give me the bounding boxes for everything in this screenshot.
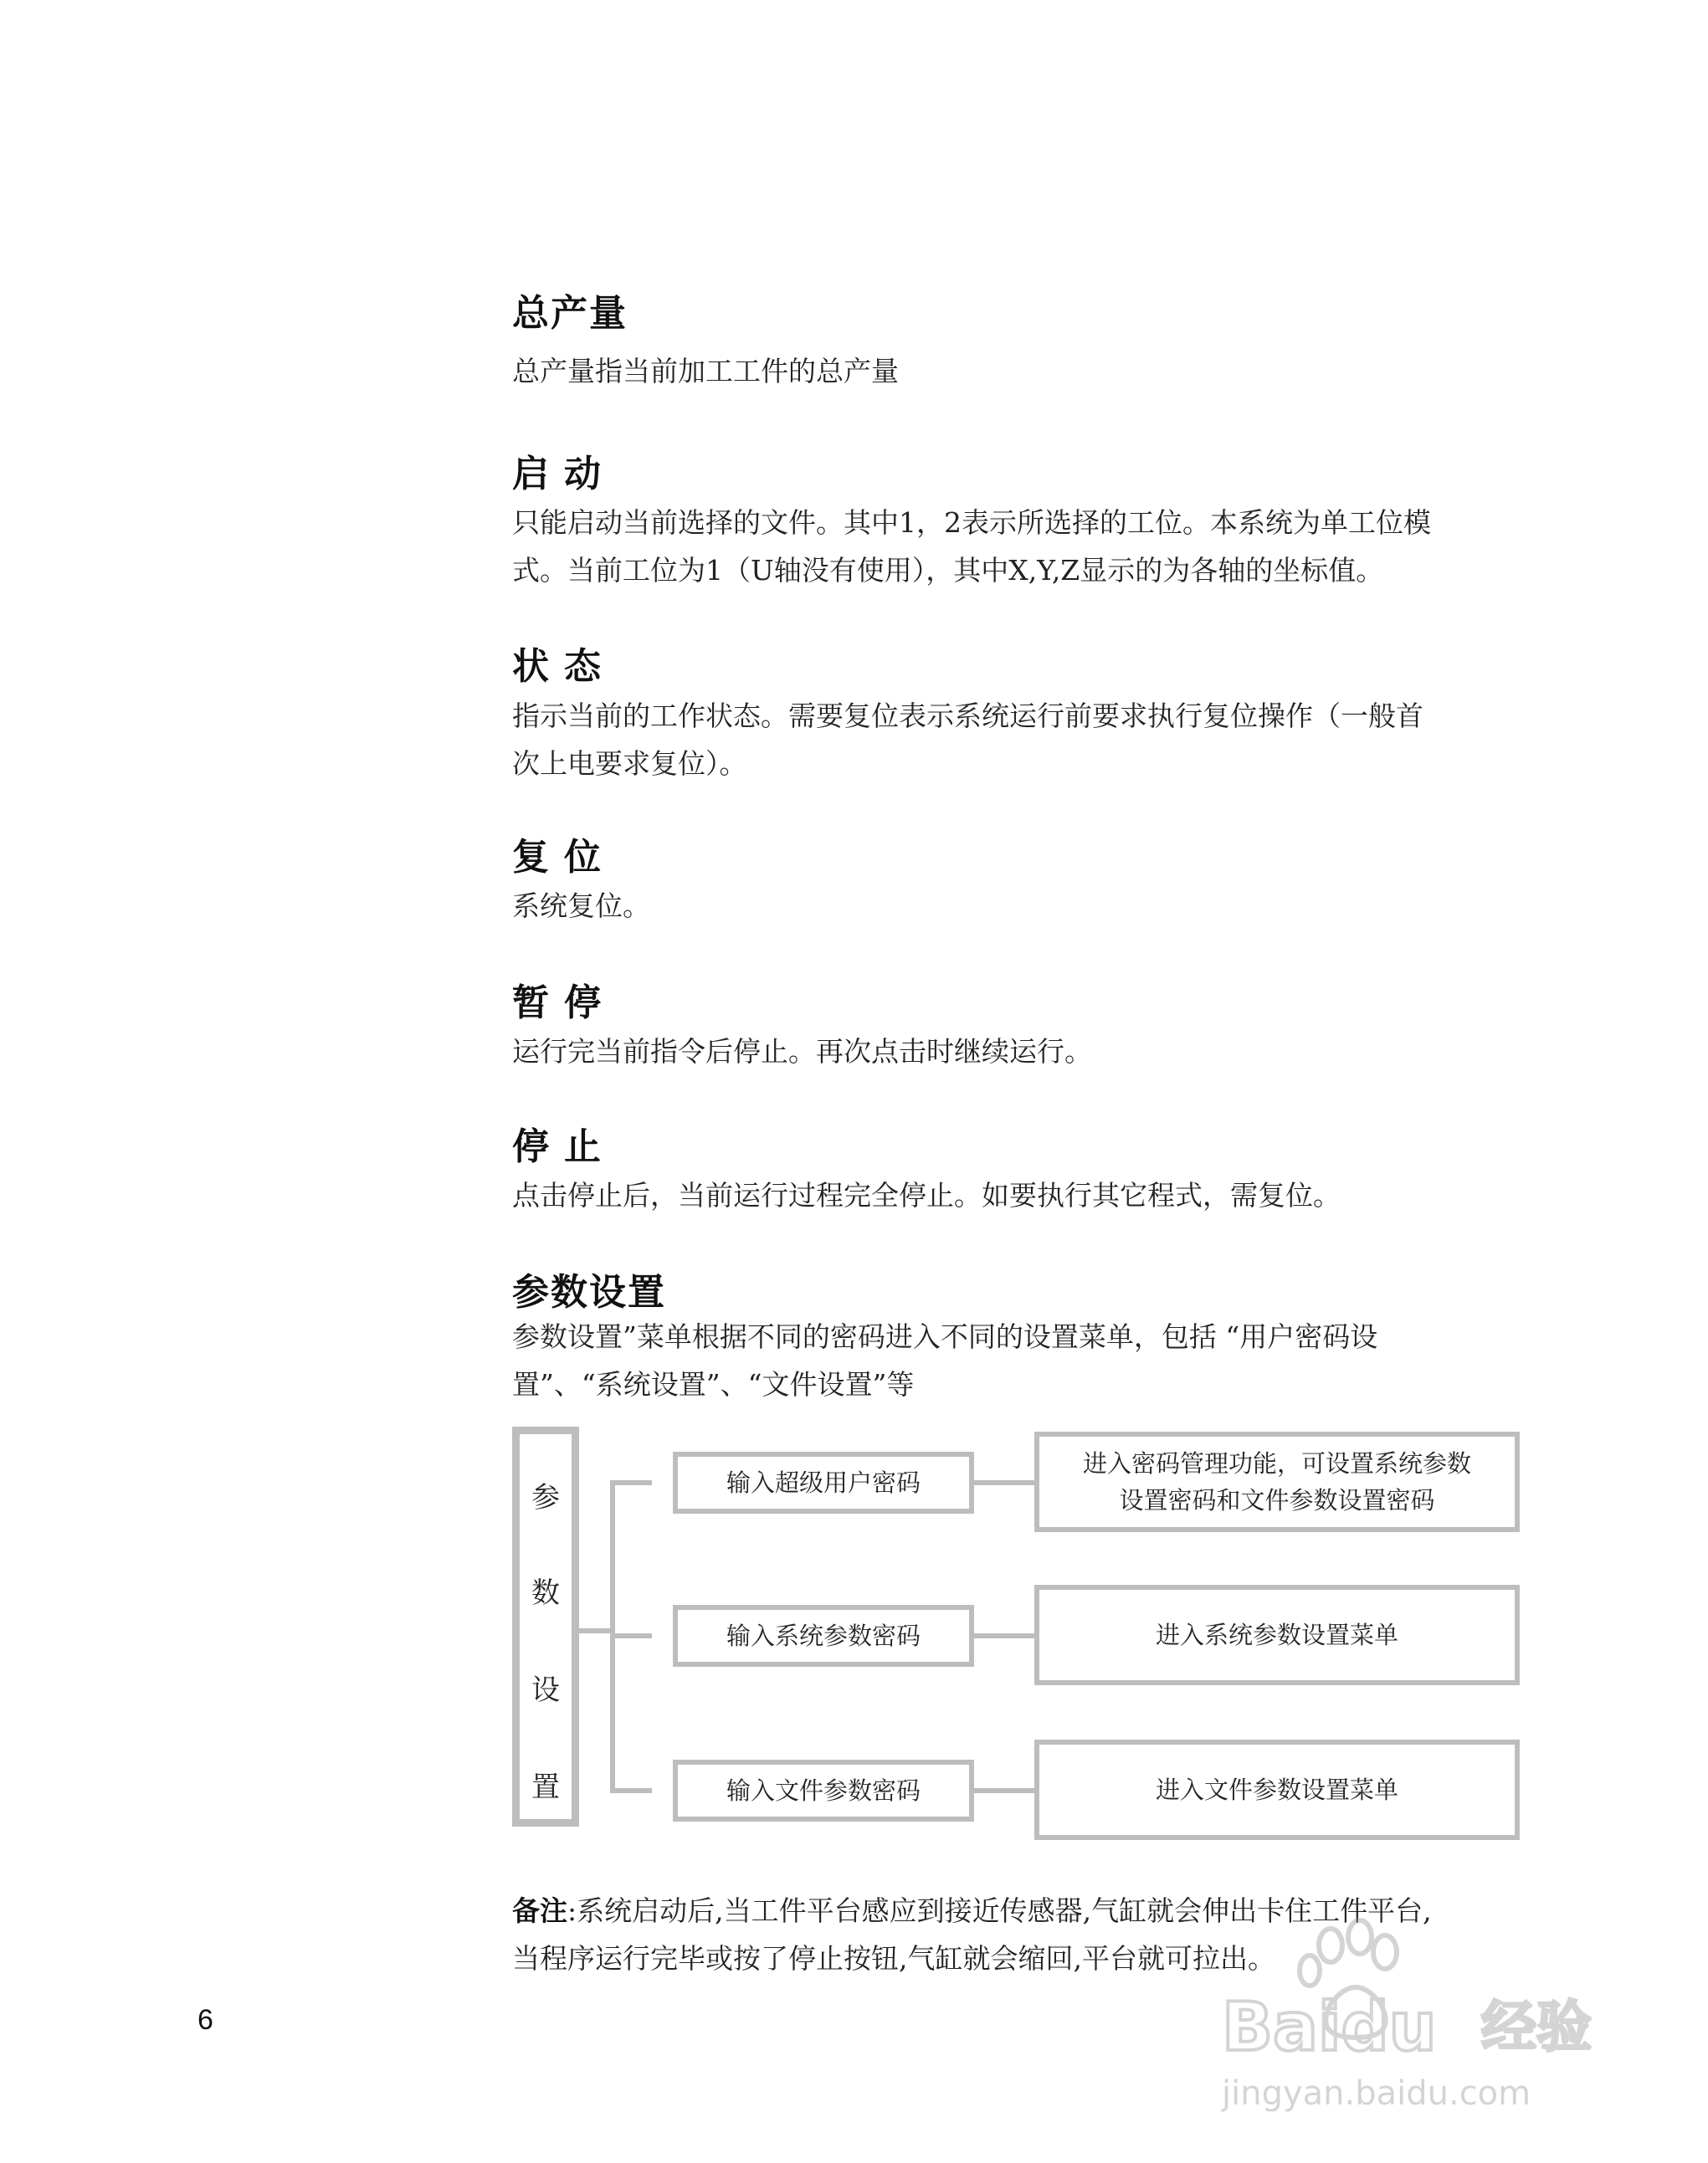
section-body-stop: 点击停止后，当前运行过程完全停止。如要执行其它程式，需复位。	[512, 1179, 1341, 1212]
section-body-pause: 运行完当前指令后停止。再次点击时继续运行。	[512, 1035, 1092, 1068]
root-char-3: 设	[531, 1674, 560, 1707]
section-body-reset: 系统复位。	[512, 889, 650, 922]
result-password-management-box	[1034, 1432, 1520, 1532]
input-system-password-box	[673, 1605, 974, 1667]
watermark-suffix: 经验	[1481, 1995, 1592, 2059]
watermark-url: jingyan.baidu.com	[1222, 2074, 1531, 2113]
result-system-settings-box	[1034, 1585, 1520, 1685]
input-file-password-label: 输入文件参数密码	[726, 1776, 921, 1805]
section-body-status-line1: 指示当前的工作状态。需要复位表示系统运行前要求执行复位操作（一般首	[512, 700, 1423, 732]
parameter-settings-diagram	[512, 1427, 1533, 1837]
input-super-user-password-label: 输入超级用户密码	[726, 1468, 921, 1497]
note-line-1: :系统启动后,当工件平台感应到接近传感器,气缸就会伸出卡住工件平台,	[567, 1894, 1432, 1927]
result-file-settings-box	[1034, 1740, 1520, 1840]
root-char-1: 参	[531, 1481, 560, 1515]
section-body-parameter-line1: 参数设置”菜单根据不同的密码进入不同的设置菜单，包括 “用户密码设	[512, 1320, 1378, 1353]
connector-branch-1	[610, 1480, 652, 1485]
connector-branch-2	[610, 1633, 652, 1638]
section-title-start: 启动	[512, 453, 616, 495]
result-password-management-line2: 设置密码和文件参数设置密码	[1119, 1486, 1435, 1515]
section-title-pause: 暂停	[512, 982, 616, 1024]
section-body-total-output: 总产量指当前加工工件的总产量	[512, 355, 899, 387]
root-char-2: 数	[531, 1576, 560, 1610]
section-title-parameter-settings: 参数设置	[512, 1271, 666, 1314]
input-super-user-password-box	[673, 1452, 974, 1514]
input-system-password-label: 输入系统参数密码	[726, 1622, 921, 1650]
result-file-settings-label: 进入文件参数设置菜单	[1155, 1776, 1398, 1804]
watermark-brand: Baidu	[1222, 1988, 1437, 2066]
connector-branch-3	[610, 1788, 652, 1793]
diagram-root-box	[512, 1427, 579, 1827]
section-body-start-line1: 只能启动当前选择的文件。其中1，2表示所选择的工位。本系统为单工位模	[512, 506, 1431, 539]
paw-pad	[1326, 1987, 1385, 2037]
page-number: 6	[197, 2004, 213, 2036]
note-label: 备注	[512, 1894, 567, 1927]
root-char-4: 置	[531, 1771, 560, 1804]
section-title-status: 状态	[512, 645, 616, 688]
section-body-parameter-line2: 置”、“系统设置”、“文件设置”等	[512, 1368, 915, 1401]
input-file-password-box	[673, 1760, 974, 1822]
note-paragraph	[512, 1887, 1567, 1982]
section-title-stop: 停止	[512, 1125, 616, 1168]
note-line-2: 当程序运行完毕或按了停止按钮,气缸就会缩回,平台就可拉出。	[512, 1942, 1275, 1975]
section-title-total-output: 总产量	[512, 292, 628, 335]
section-title-reset: 复位	[512, 836, 616, 879]
connector-root	[579, 1628, 613, 1633]
result-password-management-line1: 进入密码管理功能，可设置系统参数	[1082, 1449, 1471, 1478]
section-body-status-line2: 次上电要求复位）。	[512, 747, 747, 780]
result-system-settings-label: 进入系统参数设置菜单	[1155, 1621, 1398, 1649]
section-body-start-line2: 式。当前工位为1（U轴没有使用），其中X,Y,Z显示的为各轴的坐标值。	[512, 554, 1384, 587]
